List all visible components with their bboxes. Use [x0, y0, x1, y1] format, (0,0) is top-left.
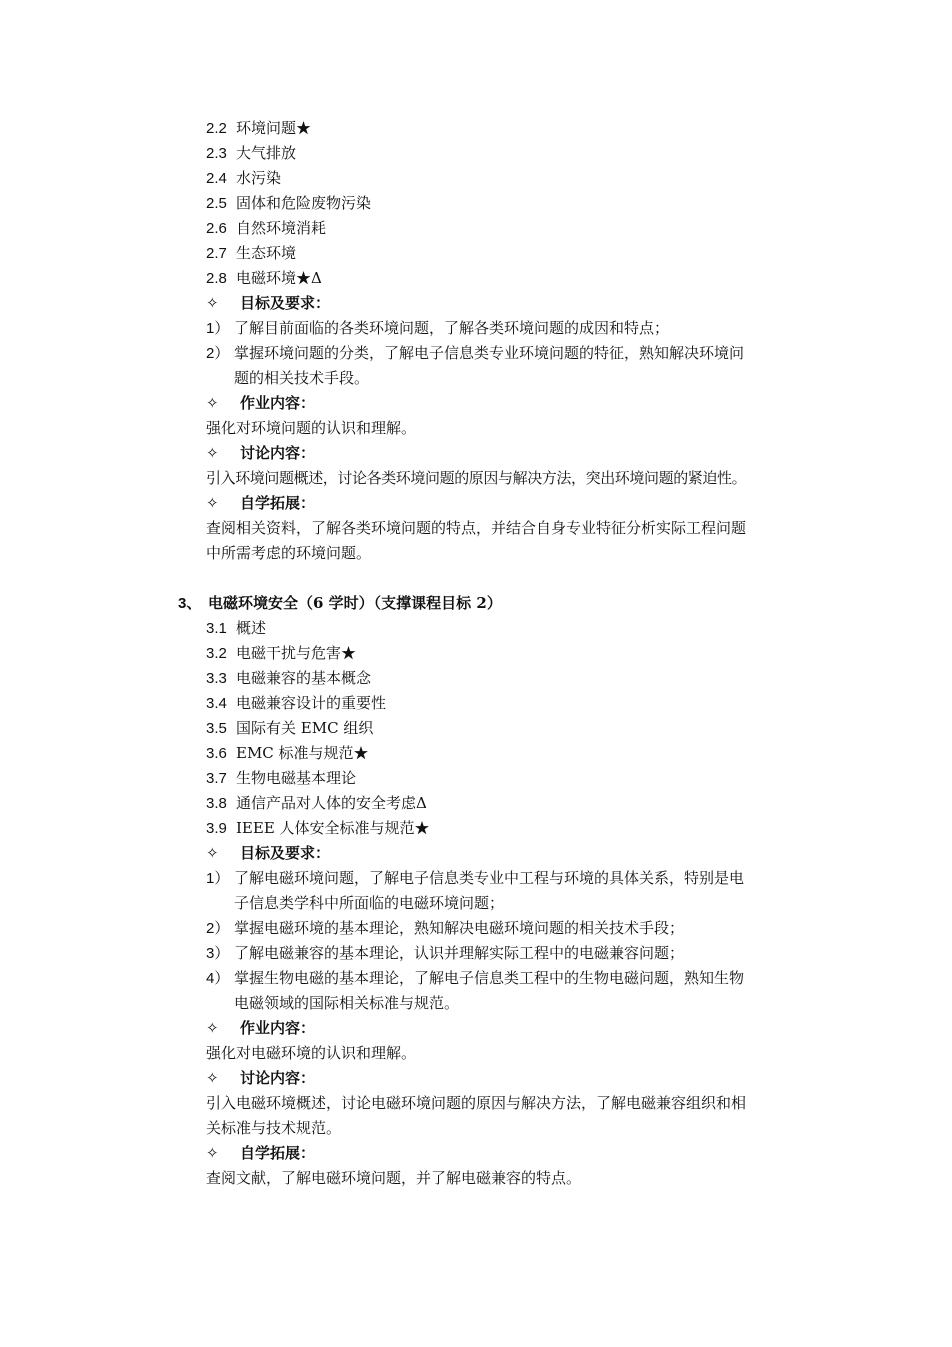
item-text: 电磁兼容的基本概念 [236, 669, 372, 687]
homework-heading [206, 1018, 315, 1038]
discussion-text: 关标准与技术规范。 [206, 1119, 342, 1137]
diamond-bullet-icon: ✧ [206, 1019, 219, 1037]
item-number: 3.9 [206, 820, 227, 837]
goal-item [206, 943, 684, 964]
item-number: 3.4 [206, 695, 227, 712]
goal-text: 掌握电磁环境的基本理论，熟知解决电磁环境问题的相关技术手段； [234, 919, 685, 937]
homework-heading [206, 393, 315, 413]
discussion-text: 引入环境问题概述，讨论各类环境问题的原因与解决方法，突出环境问题的紧迫性。 [206, 469, 747, 487]
item-text: 水污染 [236, 169, 282, 187]
diamond-bullet-icon: ✧ [206, 1069, 219, 1087]
goal-continuation: 子信息类学科中所面临的电磁环境问题； [234, 894, 505, 912]
goals-heading [206, 843, 330, 863]
homework-title: 作业内容： [240, 394, 316, 412]
goal-continuation: 电磁领域的国际相关标准与规范。 [234, 994, 460, 1012]
list-item [206, 218, 326, 239]
item-text: EMC 标准与规范★ [236, 744, 369, 762]
section-number: 3、 [178, 595, 202, 612]
diamond-bullet-icon: ✧ [206, 844, 219, 862]
goals-heading [206, 293, 330, 313]
discussion-heading [206, 1068, 315, 1088]
item-text: 电磁环境★Δ [236, 269, 322, 287]
item-text: 电磁兼容设计的重要性 [236, 694, 387, 712]
diamond-bullet-icon: ✧ [206, 394, 219, 412]
goal-text: 掌握环境问题的分类，了解电子信息类专业环境问题的特征，熟知解决环境问 [234, 344, 745, 362]
goal-item [206, 918, 684, 939]
item-number: 2.5 [206, 195, 227, 212]
list-item [206, 643, 356, 664]
list-item [206, 668, 371, 689]
item-number: 2.2 [206, 120, 227, 137]
discussion-heading [206, 443, 315, 463]
list-item [206, 743, 369, 764]
list-item [206, 618, 266, 639]
item-number: 3.2 [206, 645, 227, 662]
goal-number: 2） [206, 920, 230, 937]
goal-text: 了解电磁环境问题，了解电子信息类专业中工程与环境的具体关系，特别是电 [234, 869, 745, 887]
diamond-bullet-icon: ✧ [206, 444, 219, 462]
list-item [206, 168, 281, 189]
item-text: 国际有关 EMC 组织 [236, 719, 374, 737]
self-study-text: 查阅文献，了解电磁环境问题，并了解电磁兼容的特点。 [206, 1169, 582, 1187]
item-text: IEEE 人体安全标准与规范★ [236, 819, 430, 837]
goal-text: 了解目前面临的各类环境问题，了解各类环境问题的成因和特点； [234, 319, 670, 337]
goals-title: 目标及要求： [240, 844, 331, 862]
item-text: 生态环境 [236, 244, 297, 262]
discussion-title: 讨论内容： [240, 1069, 316, 1087]
list-item [206, 818, 430, 839]
item-number: 2.7 [206, 245, 227, 262]
section-title: 电磁环境安全（6 学时）（支撑课程目标 2） [208, 594, 502, 612]
item-number: 3.1 [206, 620, 227, 637]
goal-item [206, 968, 744, 989]
list-item [206, 768, 356, 789]
list-item [206, 693, 386, 714]
item-number: 2.3 [206, 145, 227, 162]
section-heading [178, 593, 502, 614]
item-number: 3.5 [206, 720, 227, 737]
item-number: 2.6 [206, 220, 227, 237]
self-study-heading [206, 493, 315, 513]
goal-number: 3） [206, 945, 230, 962]
homework-text: 强化对环境问题的认识和理解。 [206, 419, 417, 437]
goal-continuation: 题的相关技术手段。 [234, 369, 370, 387]
diamond-bullet-icon: ✧ [206, 294, 219, 312]
goal-number: 1） [206, 870, 230, 887]
homework-text: 强化对电磁环境的认识和理解。 [206, 1044, 417, 1062]
item-text: 固体和危险废物污染 [236, 194, 372, 212]
self-study-text: 中所需考虑的环境问题。 [206, 544, 372, 562]
item-text: 自然环境消耗 [236, 219, 327, 237]
diamond-bullet-icon: ✧ [206, 1144, 219, 1162]
goal-number: 2） [206, 345, 230, 362]
goal-text: 掌握生物电磁的基本理论，了解电子信息类工程中的生物电磁问题，熟知生物 [234, 969, 745, 987]
list-item [206, 793, 427, 814]
self-study-text: 查阅相关资料，了解各类环境问题的特点，并结合自身专业特征分析实际工程问题 [206, 519, 747, 537]
list-item [206, 143, 296, 164]
item-text: 概述 [236, 619, 267, 637]
item-text: 通信产品对人体的安全考虑Δ [236, 794, 427, 812]
item-text: 环境问题★ [236, 119, 312, 137]
item-number: 3.7 [206, 770, 227, 787]
list-item [206, 243, 296, 264]
self-study-title: 自学拓展： [240, 494, 316, 512]
list-item [206, 193, 371, 214]
item-text: 生物电磁基本理论 [236, 769, 357, 787]
item-text: 电磁干扰与危害★ [236, 644, 357, 662]
goal-item [206, 318, 669, 339]
item-number: 2.8 [206, 270, 227, 287]
goal-item [206, 343, 744, 364]
diamond-bullet-icon: ✧ [206, 494, 219, 512]
goal-text: 了解电磁兼容的基本理论，认识并理解实际工程中的电磁兼容问题； [234, 944, 685, 962]
list-item [206, 118, 311, 139]
self-study-heading [206, 1143, 315, 1163]
list-item [206, 268, 322, 289]
item-number: 3.3 [206, 670, 227, 687]
item-number: 3.6 [206, 745, 227, 762]
homework-title: 作业内容： [240, 1019, 316, 1037]
goal-number: 1） [206, 320, 230, 337]
item-text: 大气排放 [236, 144, 297, 162]
item-number: 2.4 [206, 170, 227, 187]
item-number: 3.8 [206, 795, 227, 812]
goal-item [206, 868, 744, 889]
list-item [206, 718, 373, 739]
goals-title: 目标及要求： [240, 294, 331, 312]
discussion-title: 讨论内容： [240, 444, 316, 462]
self-study-title: 自学拓展： [240, 1144, 316, 1162]
goal-number: 4） [206, 970, 230, 987]
discussion-text: 引入电磁环境概述，讨论电磁环境问题的原因与解决方法，了解电磁兼容组织和相 [206, 1094, 747, 1112]
